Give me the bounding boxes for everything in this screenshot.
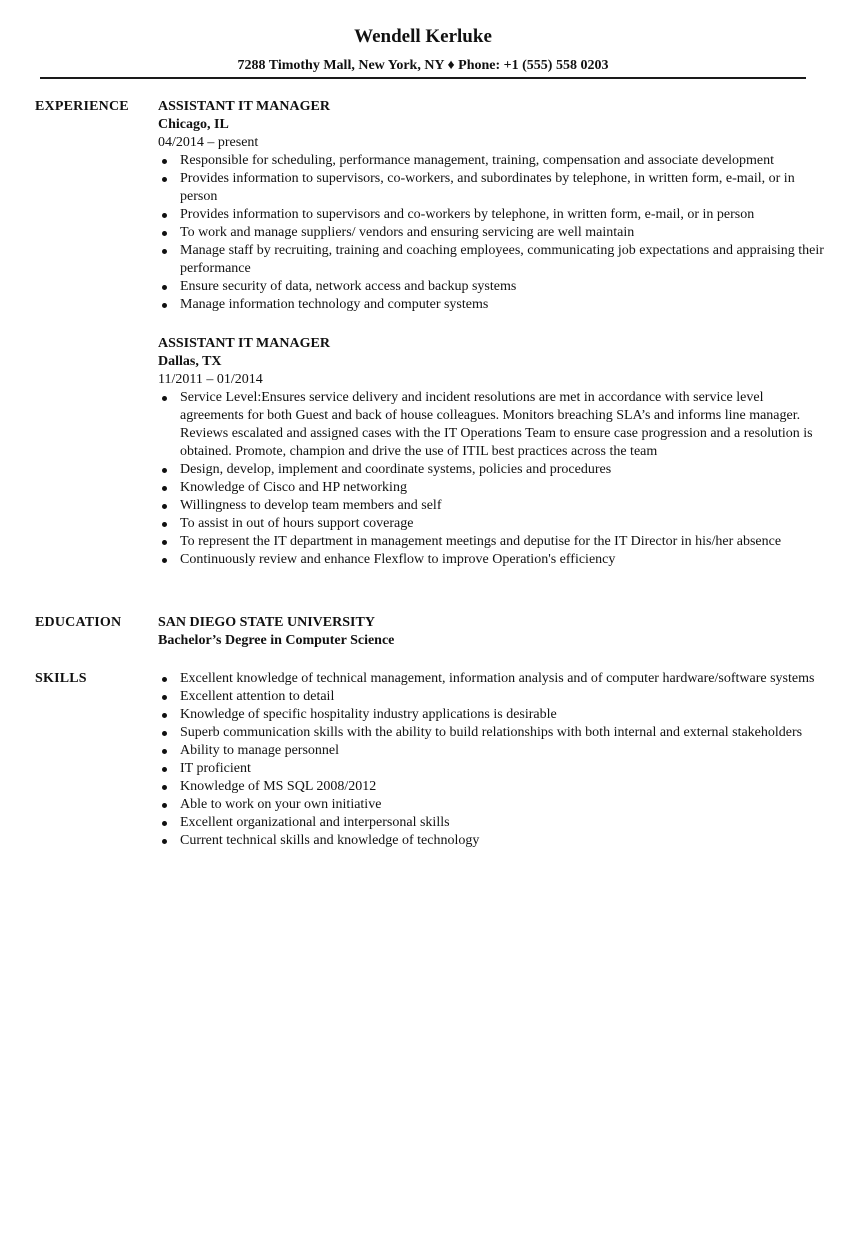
degree: Bachelor’s Degree in Computer Science [158,633,395,648]
skill-item: Current technical skills and knowledge of technology [158,832,825,850]
skill-item: Excellent organizational and interpersonal skills [158,814,825,832]
bullet-icon [162,213,167,218]
section-label-experience: EXPERIENCE [35,99,129,114]
bullet-icon [162,249,167,254]
bullet-icon [162,159,167,164]
skill-item: Ability to manage personnel [158,742,825,760]
bullet-icon [162,468,167,473]
bullet-icon [162,231,167,236]
job-bullet: To assist in out of hours support coverage [158,515,825,533]
job-bullet: Manage information technology and computer systems [158,296,825,314]
section-label-skills: SKILLS [35,671,87,686]
job-bullet: Manage staff by recruiting, training and coaching employees, communicating job expectations and appraising their performance [158,242,825,278]
job-bullet: Service Level:Ensures service delivery and incident resolutions are met in accordance with service level agreements for both Guest and back of house colleagues. Monitors breaching SLA’s and informs line manager. Reviews escalated and assigned cases with the IT Operations Team to ensure case progression and a resolution is obtained. Promote, champion and drive the use of ITIL best practices across the team [158,389,825,461]
job-bullet: Willingness to develop team members and self [158,497,825,515]
skill-item: Knowledge of MS SQL 2008/2012 [158,778,825,796]
bullet-icon [162,540,167,545]
job-bullet: Responsible for scheduling, performance management, training, compensation and associate development [158,152,825,170]
bullet-icon [162,504,167,509]
job-bullet-list [158,389,825,569]
experience-body [158,98,825,569]
job-bullet-list [158,152,825,314]
bullet-icon [162,285,167,290]
job-location: Chicago, IL [158,117,229,132]
bullet-icon [162,177,167,182]
skill-item: Able to work on your own initiative [158,796,825,814]
skill-item: IT proficient [158,760,825,778]
bullet-icon [162,522,167,527]
education-section [35,614,825,650]
skill-item: Excellent attention to detail [158,688,825,706]
job-bullet: Ensure security of data, network access and backup systems [158,278,825,296]
job-bullet: Design, develop, implement and coordinate systems, policies and procedures [158,461,825,479]
education-body [158,614,825,650]
bullet-icon [162,731,167,736]
bullet-icon [162,749,167,754]
bullet-icon [162,558,167,563]
skills-section [35,670,825,850]
skills-body [158,670,825,850]
job-bullet: To work and manage suppliers/ vendors and ensuring servicing are well maintain [158,224,825,242]
skill-item: Excellent knowledge of technical management, information analysis and of computer hardware/software systems [158,670,825,688]
bullet-icon [162,821,167,826]
job-entry [158,335,825,569]
bullet-icon [162,839,167,844]
skills-list [158,670,825,850]
contact-line: 7288 Timothy Mall, New York, NY ♦ Phone: +1 (555) 558 0203 [237,58,609,73]
job-dates: 04/2014 – present [158,135,259,150]
candidate-name: Wendell Kerluke [354,26,492,47]
bullet-icon [162,303,167,308]
job-bullet: Knowledge of Cisco and HP networking [158,479,825,497]
bullet-icon [162,767,167,772]
resume-header [40,26,806,75]
job-title: ASSISTANT IT MANAGER [158,99,330,114]
bullet-icon [162,695,167,700]
experience-section [35,98,825,590]
bullet-icon [162,486,167,491]
skill-item: Knowledge of specific hospitality industry applications is desirable [158,706,825,724]
skill-item: Superb communication skills with the ability to build relationships with both internal and external stakeholders [158,724,825,742]
bullet-icon [162,713,167,718]
bullet-icon [162,803,167,808]
job-bullet: To represent the IT department in management meetings and deputise for the IT Director in his/her absence [158,533,825,551]
school-name: SAN DIEGO STATE UNIVERSITY [158,615,375,630]
header-divider [40,77,806,79]
job-bullet: Continuously review and enhance Flexflow to improve Operation's efficiency [158,551,825,569]
job-bullet: Provides information to supervisors and co-workers by telephone, in written form, e-mail, or in person [158,206,825,224]
job-entry [158,98,825,314]
job-location: Dallas, TX [158,354,222,369]
job-bullet: Provides information to supervisors, co-workers, and subordinates by telephone, in written form, e-mail, or in person [158,170,825,206]
job-dates: 11/2011 – 01/2014 [158,372,263,387]
bullet-icon [162,677,167,682]
job-title: ASSISTANT IT MANAGER [158,336,330,351]
bullet-icon [162,396,167,401]
bullet-icon [162,785,167,790]
section-label-education: EDUCATION [35,615,122,630]
